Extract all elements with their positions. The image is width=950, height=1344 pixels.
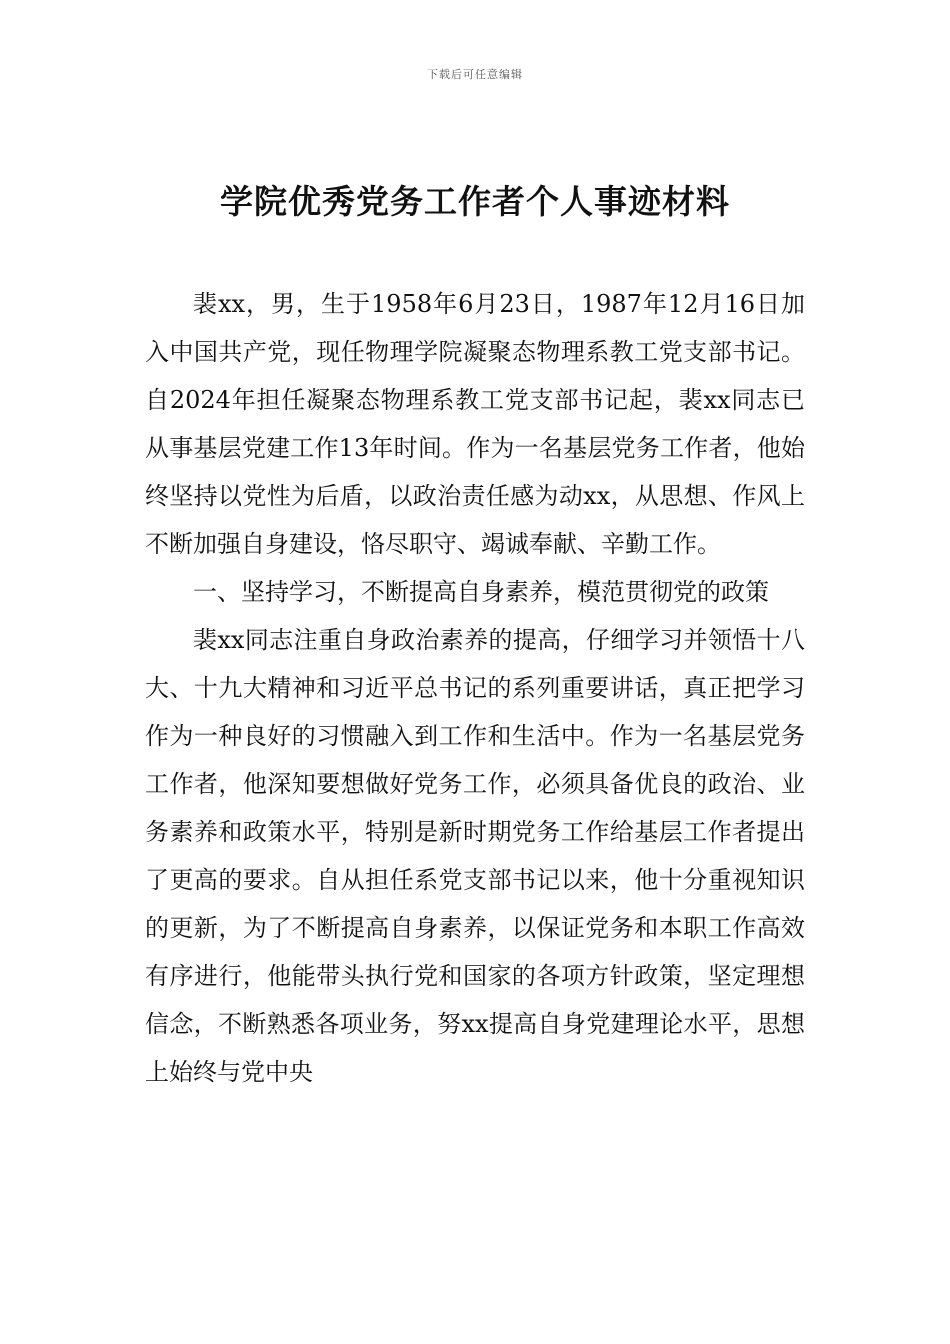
document-body [145, 280, 805, 1096]
document-title: 学院优秀党务工作者个人事迹材料 [220, 182, 730, 221]
paragraph-section-1: 裴xx同志注重自身政治素养的提高，仔细学习并领悟十八大、十九大精神和习近平总书记的系列重要讲话，真正把学习作为一种良好的习惯融入到工作和生活中。作为一名基层党务工作者，他深知要想做好党务工作，必须具备优良的政治、业务素养和政策水平，特别是新时期党务工作给基层工作者提出了更高的要求。自从担任系党支部书记以来，他十分重视知识的更新，为了不断提高自身素养，以保证党务和本职工作高效有序进行，他能带头执行党和国家的各项方针政策，坚定理想信念，不断熟悉各项业务，努xx提高自身党建理论水平，思想上始终与党中央 [145, 626, 805, 1086]
section-heading-1: 一、坚持学习，不断提高自身素养，模范贯彻党的政策 [193, 578, 769, 606]
paragraph-intro: 裴xx，男，生于1958年6月23日，1987年12月16日加入中国共产党，现任物理学院凝聚态物理系教工党支部书记。自2024年担任凝聚态物理系教工党支部书记起，裴xx同志已从事基层党建工作13年时间。作为一名基层党务工作者，他始终坚持以党性为后盾，以政治责任感为动xx，从思想、作风上不断加强自身建设，恪尽职守、竭诚奉献、辛勤工作。 [145, 290, 805, 558]
header-note: 下载后可任意编辑 [427, 68, 523, 81]
